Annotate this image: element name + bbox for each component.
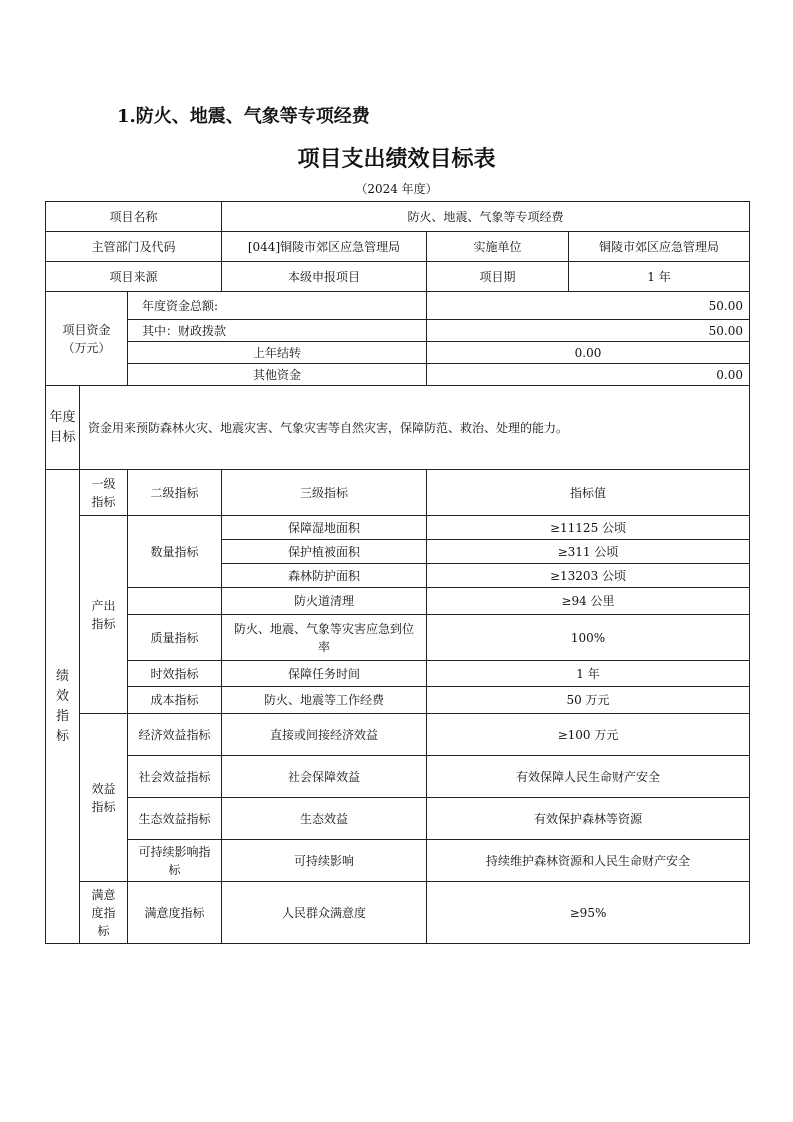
quality-name-text: 防火、地震、气象等灾害应急到位率 xyxy=(233,621,414,654)
level1-header-text: 一级指标 xyxy=(91,476,116,509)
row-quantity-4 xyxy=(46,588,750,615)
department-value: [044]铜陵市郊区应急管理局 xyxy=(222,232,427,262)
funds-total-label: 年度资金总额: xyxy=(128,292,427,320)
row-social xyxy=(46,756,750,798)
project-source-label: 项目来源 xyxy=(46,262,222,292)
ecological-value: 有效保护森林等资源 xyxy=(427,798,750,840)
quantity-1-value: ≥11125 公顷 xyxy=(427,516,750,540)
ecological-name: 生态效益 xyxy=(222,798,427,840)
quantity-1-name: 保障湿地面积 xyxy=(222,516,427,540)
quantity-4-name: 防火道清理 xyxy=(222,588,427,615)
level2-header: 二级指标 xyxy=(128,470,222,516)
economic-name: 直接或间接经济效益 xyxy=(222,714,427,756)
row-funds-total xyxy=(46,292,750,320)
value-header: 指标值 xyxy=(427,470,750,516)
row-source xyxy=(46,262,750,292)
row-funds-carry xyxy=(46,342,750,364)
year-label: （2024 年度） xyxy=(355,182,438,196)
social-name: 社会保障效益 xyxy=(222,756,427,798)
quantity-4-value: ≥94 公里 xyxy=(427,588,750,615)
row-annual-goal xyxy=(46,386,750,470)
row-cost xyxy=(46,687,750,714)
row-satisfaction xyxy=(46,882,750,944)
project-period-value: 1 年 xyxy=(569,262,750,292)
project-name-value: 防火、地震、气象等专项经费 xyxy=(222,202,750,232)
ecological-indicator xyxy=(128,798,222,840)
quality-value: 100% xyxy=(427,615,750,661)
project-name-label: 项目名称 xyxy=(46,202,222,232)
social-indicator xyxy=(128,756,222,798)
economic-indicator-text: 经济效益指标 xyxy=(138,727,211,742)
sustainability-indicator-text: 可持续影响指标 xyxy=(138,844,211,877)
economic-value: ≥100 万元 xyxy=(427,714,750,756)
implementing-unit-value: 铜陵市郊区应急管理局 xyxy=(569,232,750,262)
performance-indicator-text: 绩效指标 xyxy=(55,668,69,744)
level1-header xyxy=(80,470,128,516)
row-funds-fiscal xyxy=(46,320,750,342)
row-department xyxy=(46,232,750,262)
cost-value: 50 万元 xyxy=(427,687,750,714)
section-heading: 1.防火、地震、气象等专项经费 xyxy=(117,106,370,127)
economic-indicator xyxy=(128,714,222,756)
cost-name: 防火、地震等工作经费 xyxy=(222,687,427,714)
page-title: 项目支出绩效目标表 xyxy=(297,146,496,172)
output-indicator-cell xyxy=(80,516,128,714)
funds-fiscal-value: 50.00 xyxy=(427,320,750,342)
timeliness-indicator: 时效指标 xyxy=(128,661,222,687)
row-timeliness xyxy=(46,661,750,687)
quantity-indicator: 数量指标 xyxy=(128,516,222,588)
output-indicator-text: 产出指标 xyxy=(91,598,116,631)
performance-indicator-label xyxy=(46,470,80,944)
social-value: 有效保障人民生命财产安全 xyxy=(427,756,750,798)
ecological-indicator-text: 生态效益指标 xyxy=(138,811,211,826)
quantity-4-empty xyxy=(128,588,222,615)
row-quantity-1 xyxy=(46,516,750,540)
project-period-label: 项目期 xyxy=(427,262,569,292)
funds-fiscal-label: 其中：财政拨款 xyxy=(128,320,427,342)
satisfaction-value: ≥95% xyxy=(427,882,750,944)
benefit-indicator-text: 效益指标 xyxy=(91,781,116,814)
funds-carry-value: 0.00 xyxy=(427,342,750,364)
quality-indicator: 质量指标 xyxy=(128,615,222,661)
funds-other-label: 其他资金 xyxy=(128,364,427,386)
department-label: 主管部门及代码 xyxy=(46,232,222,262)
satisfaction-indicator: 满意度指标 xyxy=(128,882,222,944)
funds-total-value: 50.00 xyxy=(427,292,750,320)
annual-goal-label: 年度目标 xyxy=(46,386,80,470)
funds-label: 项目资金 xyxy=(62,322,111,337)
row-quality xyxy=(46,615,750,661)
row-funds-other xyxy=(46,364,750,386)
social-indicator-text: 社会效益指标 xyxy=(138,769,211,784)
benefit-indicator-cell xyxy=(80,714,128,882)
quantity-3-name: 森林防护面积 xyxy=(222,564,427,588)
funds-other-value: 0.00 xyxy=(427,364,750,386)
timeliness-value: 1 年 xyxy=(427,661,750,687)
funds-carry-label: 上年结转 xyxy=(128,342,427,364)
timeliness-name: 保障任务时间 xyxy=(222,661,427,687)
funds-unit: （万元） xyxy=(62,340,111,355)
sustainability-indicator xyxy=(128,840,222,882)
row-indicator-header xyxy=(46,470,750,516)
sustainability-name: 可持续影响 xyxy=(222,840,427,882)
satisfaction-level1 xyxy=(80,882,128,944)
quantity-2-name: 保护植被面积 xyxy=(222,540,427,564)
row-ecological xyxy=(46,798,750,840)
satisfaction-level1-text: 满意度指标 xyxy=(91,887,116,938)
project-source-value: 本级申报项目 xyxy=(222,262,427,292)
quality-name xyxy=(222,615,427,661)
satisfaction-name: 人民群众满意度 xyxy=(222,882,427,944)
row-economic xyxy=(46,714,750,756)
quantity-2-value: ≥311 公顷 xyxy=(427,540,750,564)
row-sustainability xyxy=(46,840,750,882)
implementing-unit-label: 实施单位 xyxy=(427,232,569,262)
level3-header: 三级指标 xyxy=(222,470,427,516)
annual-goal-text: 资金用来预防森林火灾、地震灾害、气象灾害等自然灾害，保障防范、救治、处理的能力。 xyxy=(80,386,750,470)
row-project-name xyxy=(46,202,750,232)
cost-indicator: 成本指标 xyxy=(128,687,222,714)
funds-label-cell xyxy=(46,292,128,386)
performance-target-table xyxy=(45,201,750,944)
quantity-3-value: ≥13203 公顷 xyxy=(427,564,750,588)
sustainability-value: 持续维护森林资源和人民生命财产安全 xyxy=(427,840,750,882)
